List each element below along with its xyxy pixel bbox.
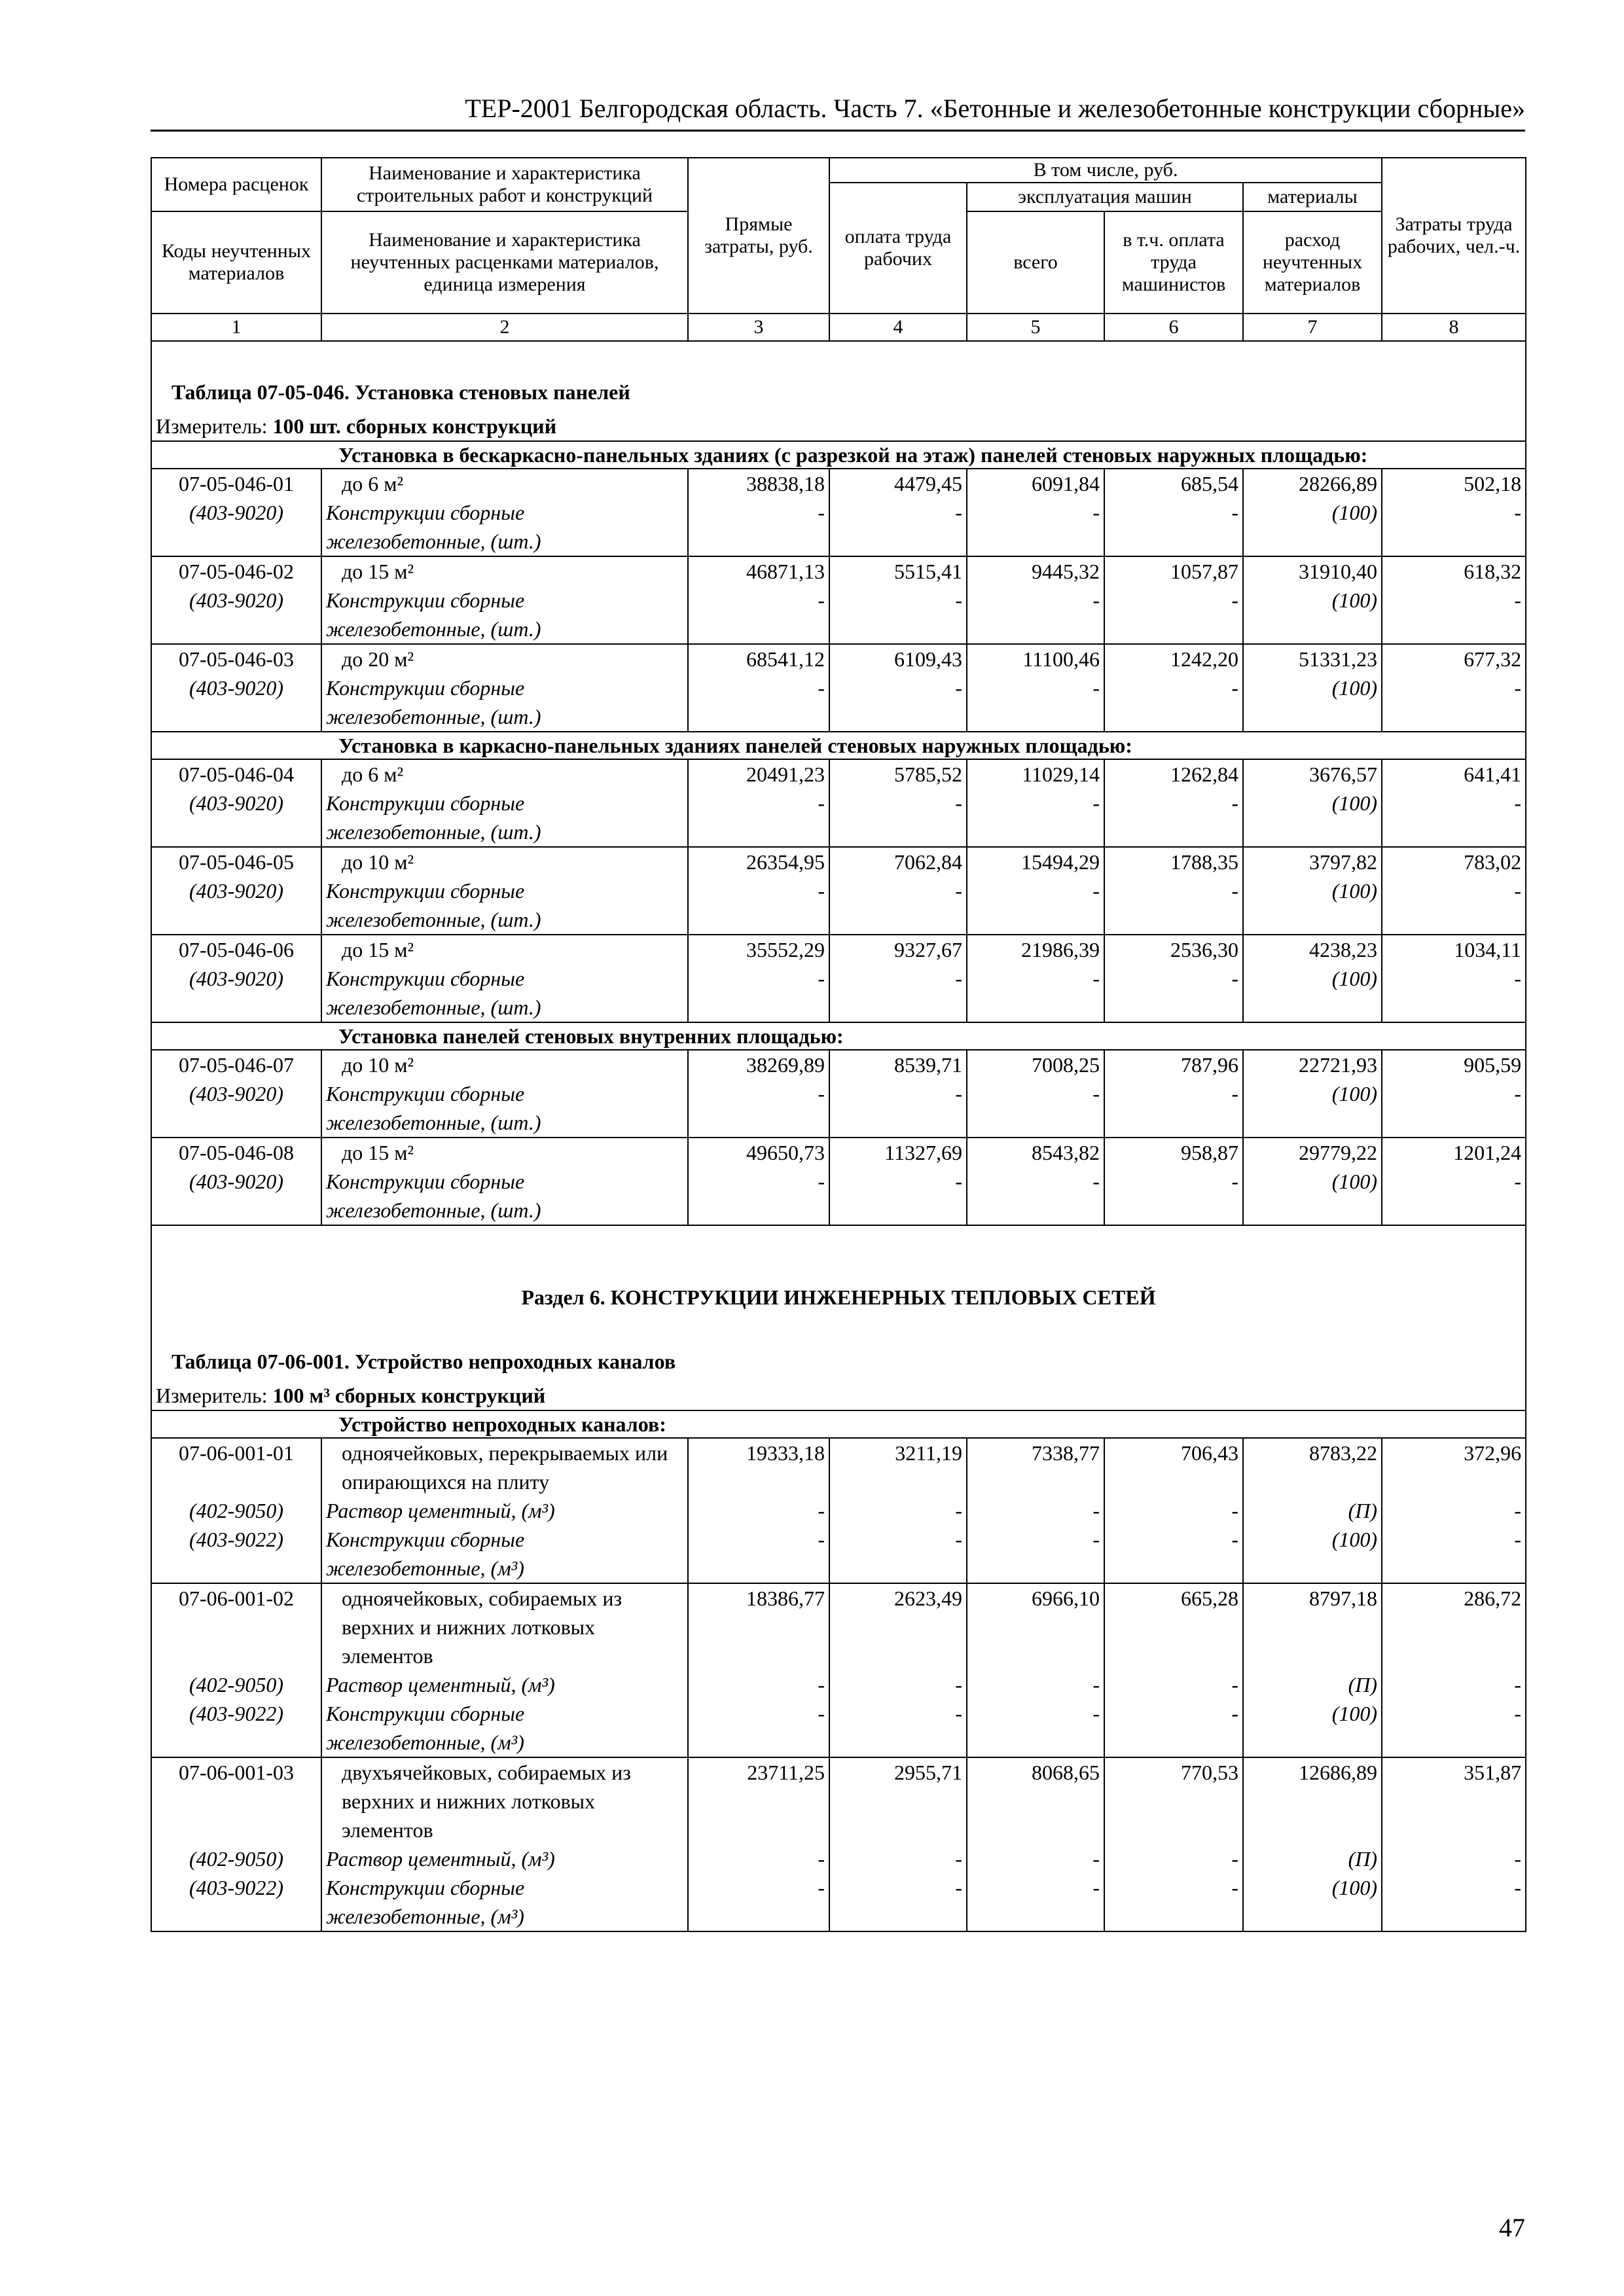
- rate-description-text: до 20 м²: [342, 647, 414, 671]
- dash-c3: -: [688, 1844, 829, 1873]
- dash-c8: -: [1382, 1699, 1526, 1757]
- rate-row: [151, 847, 1526, 876]
- material-code: (403-9020): [151, 964, 321, 1022]
- value-c6: 1262,84: [1104, 759, 1243, 789]
- col1-bottom-header: Коды неучтенных материалов: [151, 211, 321, 314]
- material-row: [151, 586, 1526, 644]
- table-title: Таблица 07-05-046. Установка стеновых панелей: [151, 341, 1526, 412]
- materials-header: материалы: [1243, 183, 1382, 211]
- material-code: (403-9022): [151, 1699, 321, 1757]
- rate-code: 07-06-001-03: [151, 1757, 321, 1844]
- col-number: 5: [967, 314, 1104, 341]
- value-c8: 1034,11: [1382, 935, 1526, 964]
- value-c8: 783,02: [1382, 847, 1526, 876]
- col3-header: Прямые затраты, руб.: [688, 158, 829, 314]
- dash-c8: -: [1382, 1167, 1526, 1225]
- value-c5: 7338,77: [967, 1438, 1104, 1496]
- value-c3: 38838,18: [688, 469, 829, 498]
- subsection-row: [151, 1022, 1526, 1050]
- dash-c6: -: [1104, 1525, 1243, 1583]
- value-c4: 3211,19: [829, 1438, 967, 1496]
- subsection-spacer: [151, 732, 321, 759]
- material-row: [151, 1844, 1526, 1873]
- rate-description-text: до 10 м²: [342, 850, 414, 874]
- in-total-header: В том числе, руб.: [829, 158, 1382, 183]
- dash-c3: -: [688, 673, 829, 732]
- rate-row: [151, 1138, 1526, 1167]
- material-code: (402-9050): [151, 1496, 321, 1525]
- value-c8: 618,32: [1382, 556, 1526, 586]
- meter-label: Измеритель:: [156, 1384, 268, 1407]
- dash-c3: -: [688, 1167, 829, 1225]
- material-row: [151, 789, 1526, 847]
- material-quantity: (100): [1243, 1525, 1382, 1583]
- material-code: (403-9020): [151, 1167, 321, 1225]
- value-c6: 787,96: [1104, 1050, 1243, 1079]
- rate-code: 07-05-046-06: [151, 935, 321, 964]
- value-c7: 12686,89: [1243, 1757, 1382, 1844]
- machines-header: эксплуатация машин: [967, 183, 1243, 211]
- material-row: [151, 876, 1526, 935]
- subsection-label: Установка панелей стеновых внутренних площадью:: [321, 1022, 1526, 1050]
- rate-description: [321, 644, 688, 673]
- col-number: 2: [321, 314, 688, 341]
- meter-row: [151, 1381, 1526, 1410]
- rate-row: [151, 556, 1526, 586]
- subsection-label: Установка в каркасно-панельных зданиях панелей стеновых наружных площадью:: [321, 732, 1526, 759]
- dash-c4: -: [829, 673, 967, 732]
- rate-description-text: одноячейковых, перекрываемых или опирающихся на плиту: [342, 1441, 668, 1494]
- dash-c3: -: [688, 789, 829, 847]
- rate-row: [151, 469, 1526, 498]
- rate-code: 07-05-046-02: [151, 556, 321, 586]
- dash-c6: -: [1104, 586, 1243, 644]
- meter-value: 100 м³ сборных конструкций: [272, 1384, 546, 1407]
- table-title-row: [151, 341, 1526, 412]
- dash-c8: -: [1382, 1873, 1526, 1931]
- value-c4: 2623,49: [829, 1583, 967, 1670]
- value-c3: 19333,18: [688, 1438, 829, 1496]
- value-c7: 22721,93: [1243, 1050, 1382, 1079]
- dash-c8: -: [1382, 1670, 1526, 1699]
- rate-row: [151, 644, 1526, 673]
- material-code: (403-9022): [151, 1525, 321, 1583]
- value-c3: 26354,95: [688, 847, 829, 876]
- value-c3: 20491,23: [688, 759, 829, 789]
- material-quantity: (100): [1243, 673, 1382, 732]
- value-c4: 5515,41: [829, 556, 967, 586]
- rate-description-text: до 15 м²: [342, 560, 414, 583]
- value-c5: 15494,29: [967, 847, 1104, 876]
- value-c4: 8539,71: [829, 1050, 967, 1079]
- material-row: [151, 1525, 1526, 1583]
- col2-bottom-header: Наименование и характеристика неучтенных расценками материалов, единица измерения: [321, 211, 688, 314]
- dash-c4: -: [829, 1873, 967, 1931]
- subsection-row: [151, 1410, 1526, 1438]
- material-name: Конструкции сборные железобетонные, (м³): [321, 1525, 688, 1583]
- value-c5: 9445,32: [967, 556, 1104, 586]
- subsection-row: [151, 732, 1526, 759]
- subsection-spacer: [151, 441, 321, 469]
- rate-description-text: двухъячейковых, собираемых из верхних и нижних лотковых элементов: [342, 1761, 631, 1842]
- material-code: (403-9022): [151, 1873, 321, 1931]
- material-quantity: (100): [1243, 586, 1382, 644]
- material-quantity: (100): [1243, 789, 1382, 847]
- value-c7: 29779,22: [1243, 1138, 1382, 1167]
- dash-c5: -: [967, 586, 1104, 644]
- dash-c5: -: [967, 876, 1104, 935]
- col5-header: всего: [967, 211, 1104, 314]
- dash-c4: -: [829, 964, 967, 1022]
- material-quantity: (П): [1243, 1496, 1382, 1525]
- section-title: Раздел 6. КОНСТРУКЦИИ ИНЖЕНЕРНЫХ ТЕПЛОВЫХ СЕТЕЙ: [151, 1225, 1526, 1323]
- table-title-row: [151, 1323, 1526, 1381]
- dash-c6: -: [1104, 1699, 1243, 1757]
- dash-c4: -: [829, 586, 967, 644]
- dash-c3: -: [688, 1873, 829, 1931]
- dash-c4: -: [829, 1079, 967, 1138]
- value-c3: 68541,12: [688, 644, 829, 673]
- dash-c6: -: [1104, 876, 1243, 935]
- dash-c4: -: [829, 1670, 967, 1699]
- rate-code: 07-05-046-07: [151, 1050, 321, 1079]
- material-quantity: (100): [1243, 1873, 1382, 1931]
- rate-description-text: до 15 м²: [342, 1141, 414, 1164]
- dash-c3: -: [688, 1079, 829, 1138]
- rate-description-text: до 15 м²: [342, 938, 414, 961]
- value-c7: 8783,22: [1243, 1438, 1382, 1496]
- value-c6: 685,54: [1104, 469, 1243, 498]
- value-c7: 51331,23: [1243, 644, 1382, 673]
- running-header: ТЕР-2001 Белгородская область. Часть 7. «Бетонные и железобетонные конструкции сборные»: [465, 94, 1525, 123]
- dash-c4: -: [829, 876, 967, 935]
- value-c5: 11100,46: [967, 644, 1104, 673]
- header-rule: [151, 130, 1525, 132]
- value-c7: 31910,40: [1243, 556, 1382, 586]
- dash-c8: -: [1382, 1844, 1526, 1873]
- material-row: [151, 498, 1526, 556]
- value-c6: 665,28: [1104, 1583, 1243, 1670]
- dash-c8: -: [1382, 964, 1526, 1022]
- subsection-spacer: [151, 1022, 321, 1050]
- material-quantity: (100): [1243, 1699, 1382, 1757]
- material-row: [151, 1670, 1526, 1699]
- meter-label: Измеритель:: [156, 414, 268, 438]
- dash-c6: -: [1104, 1670, 1243, 1699]
- col6-header: в т.ч. оплата труда машинистов: [1104, 211, 1243, 314]
- material-quantity: (100): [1243, 964, 1382, 1022]
- dash-c8: -: [1382, 673, 1526, 732]
- dash-c4: -: [829, 1525, 967, 1583]
- meter-text: [151, 1381, 1526, 1410]
- dash-c5: -: [967, 1699, 1104, 1757]
- dash-c5: -: [967, 1670, 1104, 1699]
- rate-description: [321, 1583, 688, 1670]
- value-c8: 1201,24: [1382, 1138, 1526, 1167]
- material-quantity: (100): [1243, 1079, 1382, 1138]
- material-name: Раствор цементный, (м³): [321, 1496, 688, 1525]
- material-name: Конструкции сборные железобетонные, (шт.): [321, 586, 688, 644]
- value-c6: 1057,87: [1104, 556, 1243, 586]
- material-quantity: (100): [1243, 498, 1382, 556]
- value-c7: 4238,23: [1243, 935, 1382, 964]
- dash-c6: -: [1104, 1167, 1243, 1225]
- dash-c5: -: [967, 673, 1104, 732]
- value-c5: 8543,82: [967, 1138, 1104, 1167]
- value-c5: 8068,65: [967, 1757, 1104, 1844]
- dash-c3: -: [688, 1670, 829, 1699]
- value-c4: 7062,84: [829, 847, 967, 876]
- value-c8: 641,41: [1382, 759, 1526, 789]
- rate-description: [321, 1438, 688, 1496]
- column-header-table: [151, 157, 1526, 342]
- dash-c8: -: [1382, 586, 1526, 644]
- dash-c8: -: [1382, 1079, 1526, 1138]
- dash-c4: -: [829, 1167, 967, 1225]
- dash-c8: -: [1382, 876, 1526, 935]
- dash-c6: -: [1104, 1844, 1243, 1873]
- value-c6: 1242,20: [1104, 644, 1243, 673]
- material-row: [151, 1496, 1526, 1525]
- material-quantity: (П): [1243, 1670, 1382, 1699]
- rate-row: [151, 1757, 1526, 1844]
- value-c5: 7008,25: [967, 1050, 1104, 1079]
- subsection-row: [151, 441, 1526, 469]
- value-c4: 11327,69: [829, 1138, 967, 1167]
- material-row: [151, 1873, 1526, 1931]
- dash-c4: -: [829, 498, 967, 556]
- dash-c5: -: [967, 1079, 1104, 1138]
- value-c3: 35552,29: [688, 935, 829, 964]
- table-title: Таблица 07-06-001. Устройство непроходных каналов: [151, 1323, 1526, 1381]
- rate-description-text: до 6 м²: [342, 762, 404, 786]
- material-quantity: (П): [1243, 1844, 1382, 1873]
- value-c6: 958,87: [1104, 1138, 1243, 1167]
- dash-c5: -: [967, 789, 1104, 847]
- material-name: Конструкции сборные железобетонные, (шт.): [321, 1079, 688, 1138]
- value-c3: 18386,77: [688, 1583, 829, 1670]
- value-c5: 21986,39: [967, 935, 1104, 964]
- col-number: 6: [1104, 314, 1243, 341]
- material-row: [151, 673, 1526, 732]
- material-name: Конструкции сборные железобетонные, (м³): [321, 1699, 688, 1757]
- rate-description-text: до 6 м²: [342, 472, 404, 495]
- rate-description-text: одноячейковых, собираемых из верхних и нижних лотковых элементов: [342, 1587, 623, 1668]
- col-number: 1: [151, 314, 321, 341]
- col1-top-header: Номера расценок: [151, 158, 321, 211]
- dash-c5: -: [967, 1844, 1104, 1873]
- col-number: 3: [688, 314, 829, 341]
- dash-c4: -: [829, 789, 967, 847]
- rate-description: [321, 469, 688, 498]
- dash-c6: -: [1104, 1873, 1243, 1931]
- rate-row: [151, 1583, 1526, 1670]
- rate-row: [151, 759, 1526, 789]
- material-row: [151, 964, 1526, 1022]
- rate-description: [321, 1138, 688, 1167]
- subsection-label: Устройство непроходных каналов:: [321, 1410, 1526, 1438]
- dash-c8: -: [1382, 1496, 1526, 1525]
- material-row: [151, 1699, 1526, 1757]
- material-code: (403-9020): [151, 673, 321, 732]
- value-c8: 502,18: [1382, 469, 1526, 498]
- dash-c5: -: [967, 1167, 1104, 1225]
- dash-c6: -: [1104, 964, 1243, 1022]
- rate-row: [151, 1050, 1526, 1079]
- meter-text: [151, 412, 1526, 441]
- material-row: [151, 1167, 1526, 1225]
- rate-description: [321, 1050, 688, 1079]
- value-c7: 28266,89: [1243, 469, 1382, 498]
- value-c4: 2955,71: [829, 1757, 967, 1844]
- rate-description: [321, 759, 688, 789]
- value-c4: 4479,45: [829, 469, 967, 498]
- rate-code: 07-05-046-01: [151, 469, 321, 498]
- dash-c4: -: [829, 1699, 967, 1757]
- value-c7: 8797,18: [1243, 1583, 1382, 1670]
- material-quantity: (100): [1243, 876, 1382, 935]
- value-c6: 706,43: [1104, 1438, 1243, 1496]
- material-name: Раствор цементный, (м³): [321, 1670, 688, 1699]
- col2-top-header: Наименование и характеристика строительных работ и конструкций: [321, 158, 688, 211]
- value-c8: 286,72: [1382, 1583, 1526, 1670]
- value-c4: 6109,43: [829, 644, 967, 673]
- col4-header: оплата труда рабочих: [829, 183, 967, 314]
- dash-c5: -: [967, 1873, 1104, 1931]
- rate-description: [321, 556, 688, 586]
- col-number: 7: [1243, 314, 1382, 341]
- dash-c3: -: [688, 876, 829, 935]
- dash-c6: -: [1104, 673, 1243, 732]
- rate-code: 07-05-046-03: [151, 644, 321, 673]
- value-c3: 38269,89: [688, 1050, 829, 1079]
- rate-code: 07-05-046-04: [151, 759, 321, 789]
- dash-c8: -: [1382, 789, 1526, 847]
- material-row: [151, 1079, 1526, 1138]
- dash-c3: -: [688, 586, 829, 644]
- value-c5: 6966,10: [967, 1583, 1104, 1670]
- dash-c6: -: [1104, 1496, 1243, 1525]
- rate-code: 07-05-046-05: [151, 847, 321, 876]
- meter-value: 100 шт. сборных конструкций: [272, 414, 557, 438]
- dash-c4: -: [829, 1496, 967, 1525]
- value-c8: 677,32: [1382, 644, 1526, 673]
- material-code: (403-9020): [151, 498, 321, 556]
- material-code: (403-9020): [151, 789, 321, 847]
- rate-row: [151, 935, 1526, 964]
- material-name: Конструкции сборные железобетонные, (шт.): [321, 876, 688, 935]
- material-code: (403-9020): [151, 586, 321, 644]
- material-name: Конструкции сборные железобетонные, (шт.): [321, 498, 688, 556]
- material-name: Конструкции сборные железобетонные, (м³): [321, 1873, 688, 1931]
- dash-c8: -: [1382, 498, 1526, 556]
- value-c3: 49650,73: [688, 1138, 829, 1167]
- material-code: (402-9050): [151, 1844, 321, 1873]
- section-title-row: [151, 1225, 1526, 1323]
- col7-header: расход неучтенных материалов: [1243, 211, 1382, 314]
- material-name: Конструкции сборные железобетонные, (шт.): [321, 1167, 688, 1225]
- dash-c4: -: [829, 1844, 967, 1873]
- material-name: Конструкции сборные железобетонные, (шт.): [321, 789, 688, 847]
- value-c6: 770,53: [1104, 1757, 1243, 1844]
- dash-c3: -: [688, 964, 829, 1022]
- material-code: (403-9020): [151, 1079, 321, 1138]
- page-number: 47: [1499, 2213, 1525, 2242]
- dash-c5: -: [967, 1525, 1104, 1583]
- dash-c3: -: [688, 1525, 829, 1583]
- value-c8: 351,87: [1382, 1757, 1526, 1844]
- dash-c6: -: [1104, 498, 1243, 556]
- rate-description: [321, 847, 688, 876]
- rate-row: [151, 1438, 1526, 1496]
- subsection-label: Установка в бескаркасно-панельных зданиях (с разрезкой на этаж) панелей стеновых наружных площадью:: [321, 441, 1526, 469]
- material-code: (403-9020): [151, 876, 321, 935]
- material-name: Конструкции сборные железобетонные, (шт.): [321, 673, 688, 732]
- dash-c5: -: [967, 964, 1104, 1022]
- material-quantity: (100): [1243, 1167, 1382, 1225]
- dash-c5: -: [967, 498, 1104, 556]
- rates-table: [151, 341, 1526, 1932]
- value-c5: 6091,84: [967, 469, 1104, 498]
- value-c6: 2536,30: [1104, 935, 1243, 964]
- material-name: Раствор цементный, (м³): [321, 1844, 688, 1873]
- col-number: 4: [829, 314, 967, 341]
- subsection-spacer: [151, 1410, 321, 1438]
- rate-code: 07-06-001-02: [151, 1583, 321, 1670]
- value-c4: 9327,67: [829, 935, 967, 964]
- material-name: Конструкции сборные железобетонные, (шт.): [321, 964, 688, 1022]
- material-code: (402-9050): [151, 1670, 321, 1699]
- value-c3: 23711,25: [688, 1757, 829, 1844]
- value-c3: 46871,13: [688, 556, 829, 586]
- dash-c6: -: [1104, 1079, 1243, 1138]
- rate-description-text: до 10 м²: [342, 1053, 414, 1077]
- value-c8: 905,59: [1382, 1050, 1526, 1079]
- value-c6: 1788,35: [1104, 847, 1243, 876]
- value-c4: 5785,52: [829, 759, 967, 789]
- col-number: 8: [1382, 314, 1526, 341]
- dash-c3: -: [688, 1699, 829, 1757]
- rate-code: 07-06-001-01: [151, 1438, 321, 1496]
- value-c7: 3797,82: [1243, 847, 1382, 876]
- value-c8: 372,96: [1382, 1438, 1526, 1496]
- value-c7: 3676,57: [1243, 759, 1382, 789]
- value-c5: 11029,14: [967, 759, 1104, 789]
- meter-row: [151, 412, 1526, 441]
- rate-description: [321, 935, 688, 964]
- dash-c6: -: [1104, 789, 1243, 847]
- dash-c8: -: [1382, 1525, 1526, 1583]
- dash-c3: -: [688, 1496, 829, 1525]
- dash-c5: -: [967, 1496, 1104, 1525]
- dash-c3: -: [688, 498, 829, 556]
- rate-description: [321, 1757, 688, 1844]
- rate-code: 07-05-046-08: [151, 1138, 321, 1167]
- col8-header: Затраты труда рабочих, чел.-ч.: [1382, 158, 1526, 314]
